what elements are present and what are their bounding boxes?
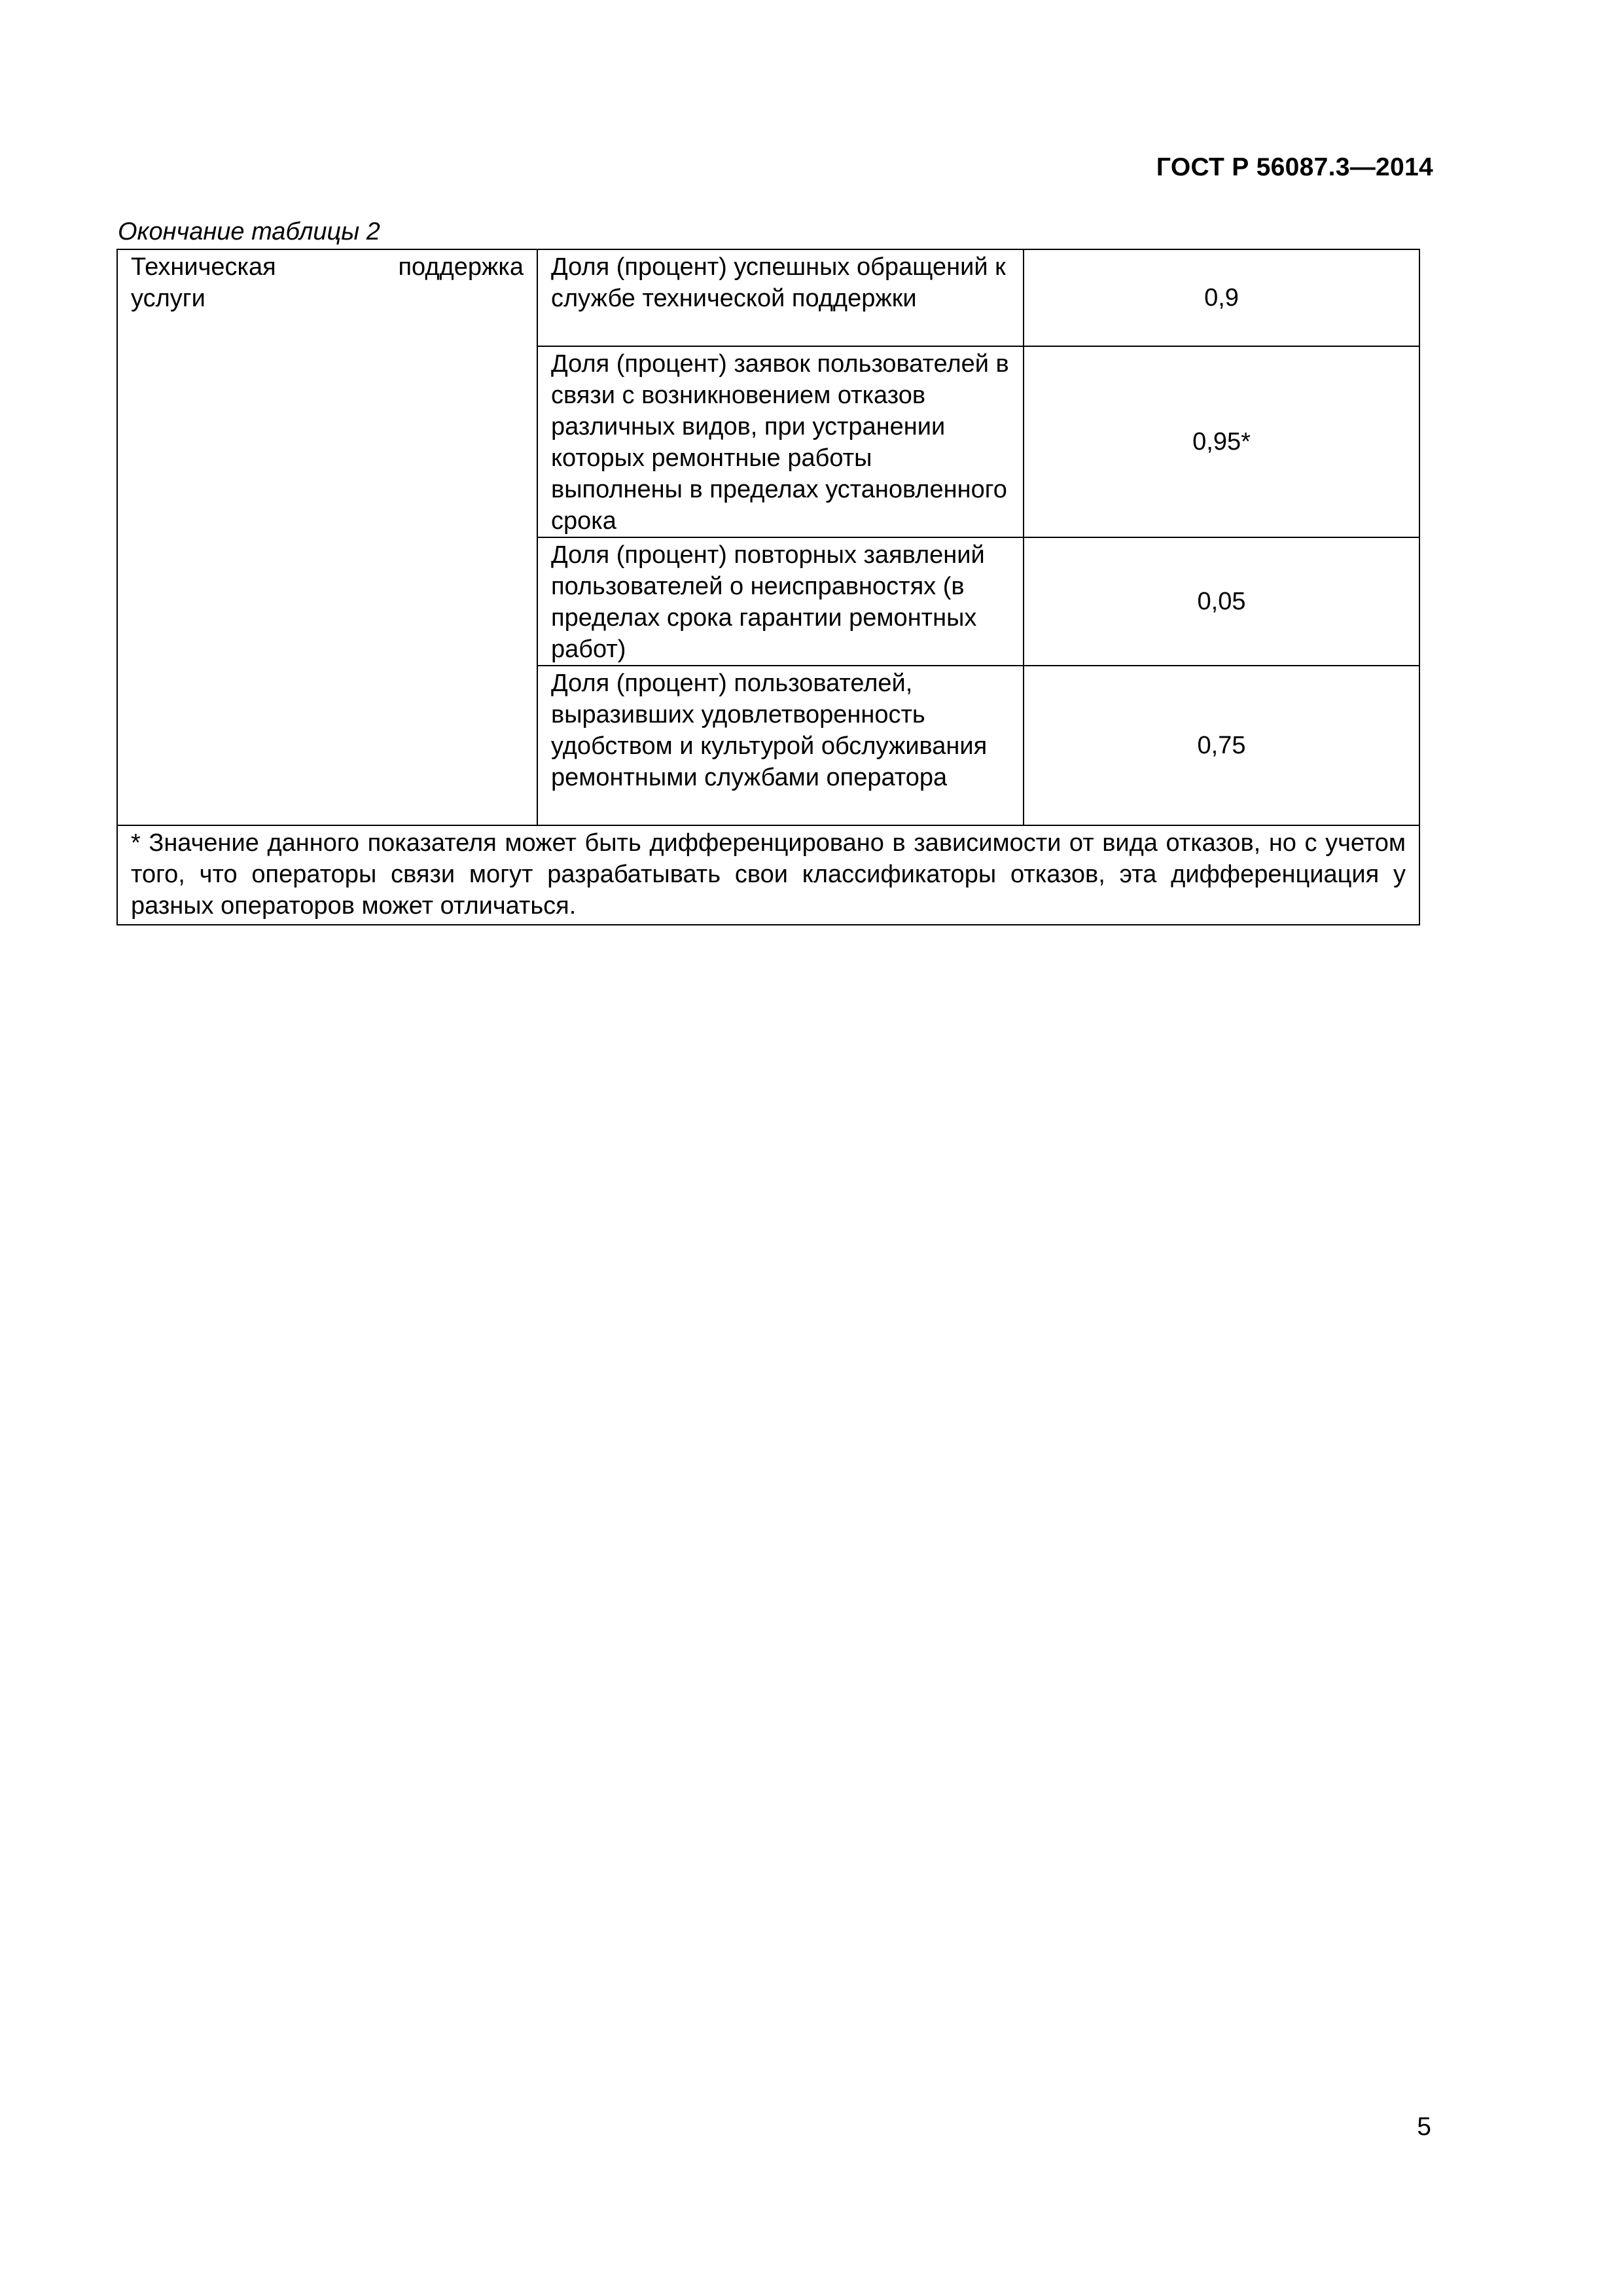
document-code-header: ГОСТ Р 56087.3—2014 [1156, 153, 1433, 181]
value-cell: 0,9 [1024, 249, 1419, 346]
service-name-line2: услуги [131, 285, 205, 312]
metric-cell: Доля (процент) пользователей, выразивших удовлетворенность удобством и культурой обслуживания ремонтными службами оператора [537, 666, 1024, 825]
metric-cell: Доля (процент) повторных заявлений пользователей о неисправностях (в пределах срока гарантии ремонтных работ) [537, 537, 1024, 666]
table-row [117, 249, 1419, 346]
value-cell: 0,75 [1024, 666, 1419, 825]
indicators-table [116, 249, 1420, 925]
value-cell: 0,95* [1024, 346, 1419, 537]
footnote-row [117, 825, 1419, 925]
page-number: 5 [1417, 2113, 1431, 2141]
metric-cell: Доля (процент) успешных обращений к службе технической поддержки [537, 249, 1024, 346]
table-caption: Окончание таблицы 2 [118, 218, 380, 245]
service-cell [117, 249, 537, 825]
metric-cell: Доля (процент) заявок пользователей в связи с возникновением отказов различных видов, при устранении которых ремонтные работы выполнены в пределах установленного срока [537, 346, 1024, 537]
footnote-cell: * Значение данного показателя может быть дифференцировано в зависимости от вида отказов, но с учетом того, что операторы связи могут разрабатывать свои классификаторы отказов, эта дифференциация у разных операторов может отличаться. [117, 825, 1419, 925]
service-name-line1: Техническая поддержка [131, 253, 524, 281]
value-cell: 0,05 [1024, 537, 1419, 666]
